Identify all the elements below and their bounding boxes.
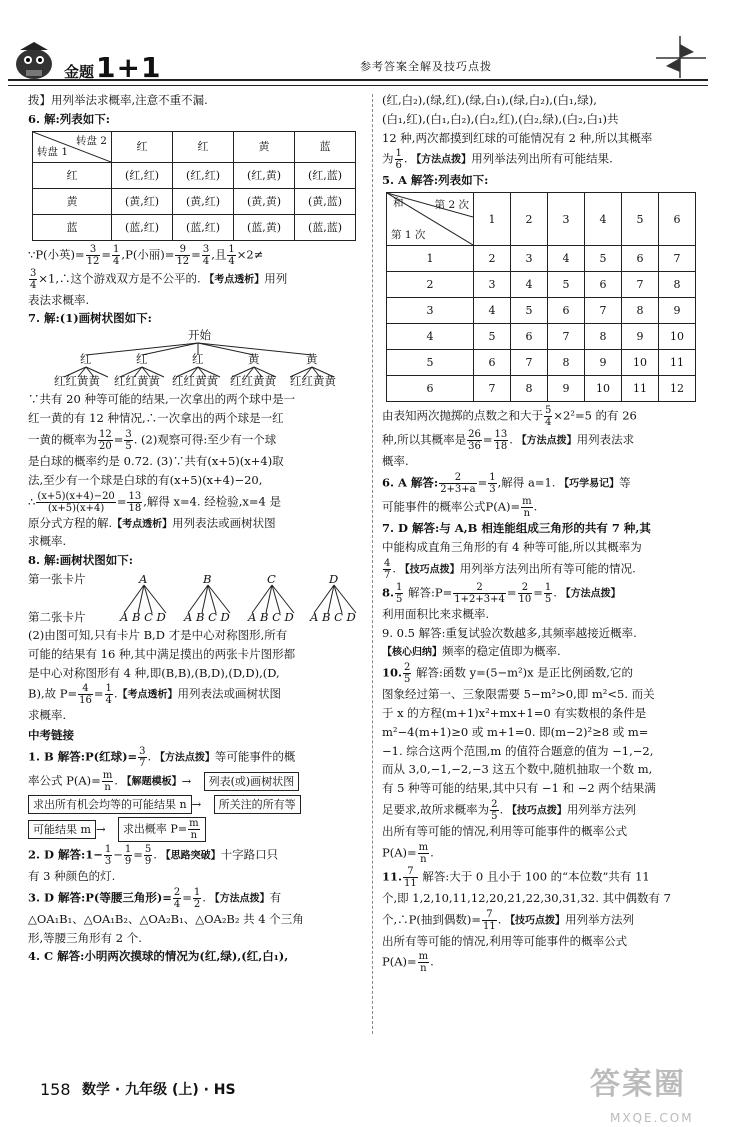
table-cell: (黄,红) bbox=[173, 188, 234, 214]
page-header bbox=[0, 0, 750, 92]
table-cell: 9 bbox=[622, 324, 659, 350]
table-cell: 4 bbox=[548, 246, 585, 272]
table-header-cell: 1 bbox=[474, 193, 511, 246]
brand-number: 1+1 bbox=[96, 51, 161, 84]
z3-line: 3. D 解答:P(等腰三角形)= $\frac{2}{4}$ = $\frac{1}{2}$ . 【方法点拨】有 bbox=[28, 887, 364, 910]
header-rule bbox=[8, 79, 708, 86]
q5-heading: 5. A 解答:列表如下: bbox=[382, 172, 702, 190]
tree-node: 红 bbox=[80, 351, 92, 369]
table-cell: 5 bbox=[511, 298, 548, 324]
tree-node: C bbox=[267, 571, 276, 589]
q10-line: 而从 3,0,−1,−2,−3 这五个数中,随机抽取一个数 m, bbox=[382, 761, 702, 779]
table-cell: (黄,蓝) bbox=[295, 188, 356, 214]
table-row-header: 1 bbox=[387, 246, 474, 272]
table-cell: 6 bbox=[474, 350, 511, 376]
flow-line: 可能结果 m → 求出概率 P= $\frac{m}{n}$ bbox=[28, 816, 364, 843]
q6-heading: 6. 解:列表如下: bbox=[28, 111, 364, 129]
q11-line: 个,∴P(抽到偶数)= $\frac{7}{11}$ . 【技巧点拨】用列举方法列 bbox=[382, 909, 702, 932]
q8-line: (2)由图可知,只有卡片 B,D 才是中心对称图形,所有 bbox=[28, 627, 364, 645]
q8-line: 求概率. bbox=[28, 707, 364, 725]
table-row-header: 6 bbox=[387, 376, 474, 402]
corner-label-bottom: 转盘 1 bbox=[37, 144, 68, 160]
tree-leaves: 红红黄黄 bbox=[172, 373, 218, 391]
table-cell: 9 bbox=[585, 350, 622, 376]
left-column bbox=[28, 92, 364, 967]
table-header-cell: 蓝 bbox=[295, 131, 356, 162]
q6-line: $\frac{3}{4}$ ×1,∴这个游戏双方是不公平的. 【考点透析】用列 bbox=[28, 268, 364, 291]
flow-box: 所关注的所有等 bbox=[214, 795, 301, 814]
table-cell: (蓝,黄) bbox=[234, 214, 295, 240]
tree-node: 黄 bbox=[306, 351, 318, 369]
q8-line: 8. $\frac{1}{5}$ 解答:P= $\frac{2}{1+2+3+4}$ = $\frac{2}{10}$ = $\frac{1}{5}$ . 【方法点拨】 bbox=[382, 582, 702, 605]
q11-line: 个,即 1,2,10,11,12,20,21,22,30,31,32. 其中偶数有 7 bbox=[382, 890, 702, 908]
flow-box: 列表(或)画树状图 bbox=[204, 772, 300, 791]
z2-line: 2. D 解答:1− $\frac{1}{3}$ − $\frac{1}{9}$ = $\frac{5}{9}$ . 【思路突破】十字路口只 bbox=[28, 844, 364, 867]
q10-line: m²−4(m+1)≥0 或 m+1=0. 即(m−2)²≥8 或 m= bbox=[382, 724, 702, 742]
tree-leaves: 红红黄黄 bbox=[54, 373, 100, 391]
table-cell: 7 bbox=[585, 298, 622, 324]
q7-line: 是白球的概率约是 0.72. (3)∵共有(x+5)(x+4)取 bbox=[28, 453, 364, 471]
z3-line: △OA₁B₁、△OA₁B₂、△OA₂B₁、△OA₂B₂ 共 4 个三角 bbox=[28, 911, 364, 929]
page-number: 158 bbox=[40, 1078, 71, 1103]
table-cell: (红,蓝) bbox=[295, 162, 356, 188]
tree-diagram-7 bbox=[28, 329, 364, 391]
page-footer bbox=[0, 1060, 750, 1111]
table-cell: 8 bbox=[659, 272, 696, 298]
table-cell: 6 bbox=[585, 272, 622, 298]
q10-line: 有 5 种等可能的结果,其中只有 −1 和 −2 两个结果满 bbox=[382, 780, 702, 798]
q7-line: ∵共有 20 种等可能的结果,一次拿出的两个球中是一 bbox=[28, 391, 364, 409]
r-line: 为 $\frac{1}{6}$ . 【方法点拨】用列举法列出所有可能结果. bbox=[382, 148, 702, 171]
tree-label-first: 第一张卡片 bbox=[28, 571, 86, 589]
q8-line: 利用面积比来求概率. bbox=[382, 606, 702, 624]
q6-line: ∵P(小英)= $\frac{3}{12}$ = $\frac{1}{4}$ ,P(小丽)= $\frac{9}{12}$ = $\frac{3}{4}$ ,且 $\frac{1}{4}$ ×2≠ bbox=[28, 244, 364, 267]
tree-diagram-8 bbox=[28, 571, 364, 627]
tree-node: 黄 bbox=[248, 351, 260, 369]
text-line: 拨】用列举法求概率,注意不重不漏. bbox=[28, 92, 364, 110]
table-cell: 6 bbox=[548, 298, 585, 324]
table-cell: 3 bbox=[511, 246, 548, 272]
q7-line: $\frac{4}{7}$ . 【技巧点拨】用列举方法列出所有等可能的情况. bbox=[382, 558, 702, 581]
z3-line: 形,等腰三角形有 2 个. bbox=[28, 930, 364, 948]
brand-cn: 金题 bbox=[64, 63, 94, 81]
q7-line: 中能构成直角三角形的有 4 种等可能,所以其概率为 bbox=[382, 539, 702, 557]
tree-label-second: 第二张卡片 bbox=[28, 609, 86, 627]
tree-leaves: A B C D bbox=[184, 609, 230, 627]
table-cell: (蓝,红) bbox=[112, 214, 173, 240]
corner-label-bottom: 第 1 次 bbox=[391, 227, 425, 243]
tree-root: 开始 bbox=[188, 327, 211, 345]
tree-leaves: A B C D bbox=[248, 609, 294, 627]
table-row-header: 红 bbox=[33, 162, 112, 188]
q6-line: 表法求概率. bbox=[28, 292, 364, 310]
corner-label-top: 转盘 2 bbox=[76, 133, 107, 149]
flow-box: 可能结果 m bbox=[28, 820, 96, 839]
flow-box: 求出所有机会均等的可能结果 n bbox=[28, 795, 192, 814]
table-cell: (黄,黄) bbox=[234, 188, 295, 214]
table-cell: 7 bbox=[474, 376, 511, 402]
corner-label-top: 第 2 次 bbox=[435, 197, 469, 213]
q10-line: 出所有等可能的情况,利用等可能事件的概率公式 bbox=[382, 823, 702, 841]
q8-line: 可能的结果有 16 种,其中满足摸出的两张卡片图形都 bbox=[28, 646, 364, 664]
table-row-header: 黄 bbox=[33, 188, 112, 214]
q10-line: 足要求,故所求概率为 $\frac{2}{5}$ . 【技巧点拨】用列举方法列 bbox=[382, 799, 702, 822]
q7-line: 原分式方程的解.【考点透析】用列表法或画树状图 bbox=[28, 515, 364, 533]
table-cell: (红,红) bbox=[112, 162, 173, 188]
q5-line: 概率. bbox=[382, 453, 702, 471]
q5-line: 种,所以其概率是 $\frac{26}{36}$ = $\frac{13}{18}$ . 【方法点拨】用列表法求 bbox=[382, 429, 702, 452]
table-cell: 7 bbox=[622, 272, 659, 298]
q6-line: 6. A 解答: $\frac{2}{2+3+a}$ = $\frac{1}{3}$ ,解得 a=1. 【巧学易记】等 bbox=[382, 472, 702, 495]
r-line: (白₁,红),(白₁,白₂),(白₂,红),(白₂,绿),(白₂,白₁)共 bbox=[382, 111, 702, 129]
r-line: (红,白₂),(绿,红),(绿,白₁),(绿,白₂),(白₁,绿), bbox=[382, 92, 702, 110]
q10-line: 于 x 的方程(m+1)x²+mx+1=0 有实数根的条件是 bbox=[382, 705, 702, 723]
table-cell: 8 bbox=[548, 350, 585, 376]
table-cell: 8 bbox=[511, 376, 548, 402]
table-cell: 4 bbox=[474, 298, 511, 324]
tree-node: 红 bbox=[192, 351, 204, 369]
table-header-cell: 2 bbox=[511, 193, 548, 246]
right-column bbox=[382, 92, 702, 975]
header-subtitle: 参考答案全解及技巧点拨 bbox=[360, 58, 492, 75]
table-cell: 7 bbox=[511, 350, 548, 376]
corner-label-mid: 和 bbox=[393, 195, 404, 211]
table-cell: 9 bbox=[659, 298, 696, 324]
watermark-text: 答案圈 bbox=[590, 1062, 694, 1109]
q10-line: −1. 综合这两个范围,m 的值符合题意的值为 −1,−2, bbox=[382, 743, 702, 761]
table-cell: 7 bbox=[548, 324, 585, 350]
z4-line: 4. C 解答:小明两次摸球的情况为(红,绿),(红,白₁), bbox=[28, 948, 364, 966]
table-cell: (蓝,蓝) bbox=[295, 214, 356, 240]
watermark bbox=[590, 1062, 694, 1127]
q7-line: 7. D 解答:与 A,B 相连能组成三角形的共有 7 种,其 bbox=[382, 520, 702, 538]
section-heading: 中考链接 bbox=[28, 727, 364, 745]
table-cell: 5 bbox=[585, 246, 622, 272]
q8-heading: 8. 解:画树状图如下: bbox=[28, 552, 364, 570]
table-cell: 6 bbox=[622, 246, 659, 272]
q10-line: P(A)= $\frac{m}{n}$ . bbox=[382, 842, 702, 865]
table-header-cell: 黄 bbox=[234, 131, 295, 162]
q9-line: 9. 0.5 解答:重复试验次数越多,其频率越接近概率. bbox=[382, 625, 702, 643]
table-header-cell: 3 bbox=[548, 193, 585, 246]
table-cell: 11 bbox=[659, 350, 696, 376]
tree-node: D bbox=[329, 571, 338, 589]
q11-line: 11. $\frac{7}{11}$ 解答:大于 0 且小于 100 的“本位数”共有 11 bbox=[382, 866, 702, 889]
table-row-header: 5 bbox=[387, 350, 474, 376]
q7-line: 红一黄的有 12 种情况,∴一次拿出的两个球是一红 bbox=[28, 410, 364, 428]
table-header-cell: 5 bbox=[622, 193, 659, 246]
tree-node: 红 bbox=[136, 351, 148, 369]
q10-line: 图象经过第一、三象限需要 5−m²>0,即 m²<5. 而关 bbox=[382, 686, 702, 704]
table-cell: 5 bbox=[474, 324, 511, 350]
table-cell: 8 bbox=[622, 298, 659, 324]
table-cell: 11 bbox=[622, 376, 659, 402]
q8-line: B),故 P= $\frac{4}{16}$ = $\frac{1}{4}$ .【考点透析】用列表法或画树状图 bbox=[28, 683, 364, 706]
q8-line: 是中心对称图形有 4 种,即(B,B),(B,D),(D,D),(D, bbox=[28, 665, 364, 683]
table-corner-cell bbox=[387, 193, 474, 246]
q5-line: 由表知两次抛掷的点数之和大于 $\frac{5}{4}$ ×2²=5 的有 26 bbox=[382, 405, 702, 428]
q9-line: 【核心归纳】频率的稳定值即为概率. bbox=[382, 643, 702, 661]
table-cell: 12 bbox=[659, 376, 696, 402]
q6-line: 可能事件的概率公式P(A)= $\frac{m}{n}$ . bbox=[382, 496, 702, 519]
table-cell: (红,黄) bbox=[234, 162, 295, 188]
table-cell: 8 bbox=[585, 324, 622, 350]
table-cell: 5 bbox=[548, 272, 585, 298]
q7-line: ∴ $\frac{(x+5)(x+4)-20}{(x+5)(x+4)}$ = $\frac{13}{18}$ ,解得 x=4. 经检验,x=4 是 bbox=[28, 491, 364, 514]
q7-line: 求概率. bbox=[28, 533, 364, 551]
spinner-table bbox=[32, 131, 356, 241]
q10-line: 10. $\frac{2}{5}$ 解答:函数 y=(5−m²)x 是正比例函数,它的 bbox=[382, 662, 702, 685]
q7-heading: 7. 解:(1)画树状图如下: bbox=[28, 310, 364, 328]
table-cell: (黄,红) bbox=[112, 188, 173, 214]
flow-box: 求出概率 P= $\frac{m}{n}$ bbox=[118, 817, 206, 842]
q11-line: 出所有等可能的情况,利用等可能事件的概率公式 bbox=[382, 933, 702, 951]
dice-sum-table bbox=[386, 192, 696, 402]
table-cell: 9 bbox=[548, 376, 585, 402]
tree-leaves: 红红黄黄 bbox=[114, 373, 160, 391]
table-row-header: 3 bbox=[387, 298, 474, 324]
table-corner-cell bbox=[33, 131, 112, 162]
z1-line: 率公式 P(A)= $\frac{m}{n}$ . 【解题模板】→ 列表(或)画树状图 bbox=[28, 770, 364, 793]
table-cell: 10 bbox=[585, 376, 622, 402]
table-cell: 7 bbox=[659, 246, 696, 272]
q7-line: 一黄的概率为 $\frac{12}{20}$ = $\frac{3}{5}$ . (2)观察可得:至少有一个球 bbox=[28, 429, 364, 452]
tree-leaves: 红红黄黄 bbox=[230, 373, 276, 391]
tree-leaves: A B C D bbox=[120, 609, 166, 627]
z2-line: 有 3 种颜色的灯. bbox=[28, 868, 364, 886]
q11-line: P(A)= $\frac{m}{n}$ . bbox=[382, 951, 702, 974]
r-line: 12 种,两次都摸到红球的可能情况有 2 种,所以其概率 bbox=[382, 130, 702, 148]
tree-leaves: A B C D bbox=[310, 609, 356, 627]
table-cell: (红,红) bbox=[173, 162, 234, 188]
table-row-header: 蓝 bbox=[33, 214, 112, 240]
table-cell: 2 bbox=[474, 246, 511, 272]
table-cell: 4 bbox=[511, 272, 548, 298]
table-header-cell: 4 bbox=[585, 193, 622, 246]
tree-leaves: 红红黄黄 bbox=[290, 373, 336, 391]
table-header-cell: 红 bbox=[173, 131, 234, 162]
tree-node: A bbox=[139, 571, 147, 589]
table-row-header: 4 bbox=[387, 324, 474, 350]
table-cell: 10 bbox=[659, 324, 696, 350]
footer-title: 数学 · 九年级 (上) · HS bbox=[82, 1080, 236, 1102]
tree-node: B bbox=[203, 571, 211, 589]
table-cell: 10 bbox=[622, 350, 659, 376]
flow-line: 求出所有机会均等的可能结果 n → 所关注的所有等 bbox=[28, 794, 364, 815]
column-divider bbox=[372, 94, 373, 1034]
table-row-header: 2 bbox=[387, 272, 474, 298]
z1-line: 1. B 解答:P(红球)= $\frac{3}{7}$ . 【方法点拨】等可能事件的概 bbox=[28, 746, 364, 769]
table-cell: 3 bbox=[474, 272, 511, 298]
table-header-cell: 红 bbox=[112, 131, 173, 162]
watermark-url: MXQE.COM bbox=[610, 1109, 694, 1127]
table-header-cell: 6 bbox=[659, 193, 696, 246]
q7-line: 法,至少有一个球是白球的有(x+5)(x+4)−20, bbox=[28, 472, 364, 490]
table-cell: (蓝,红) bbox=[173, 214, 234, 240]
mascot-logo bbox=[12, 40, 60, 82]
table-cell: 6 bbox=[511, 324, 548, 350]
